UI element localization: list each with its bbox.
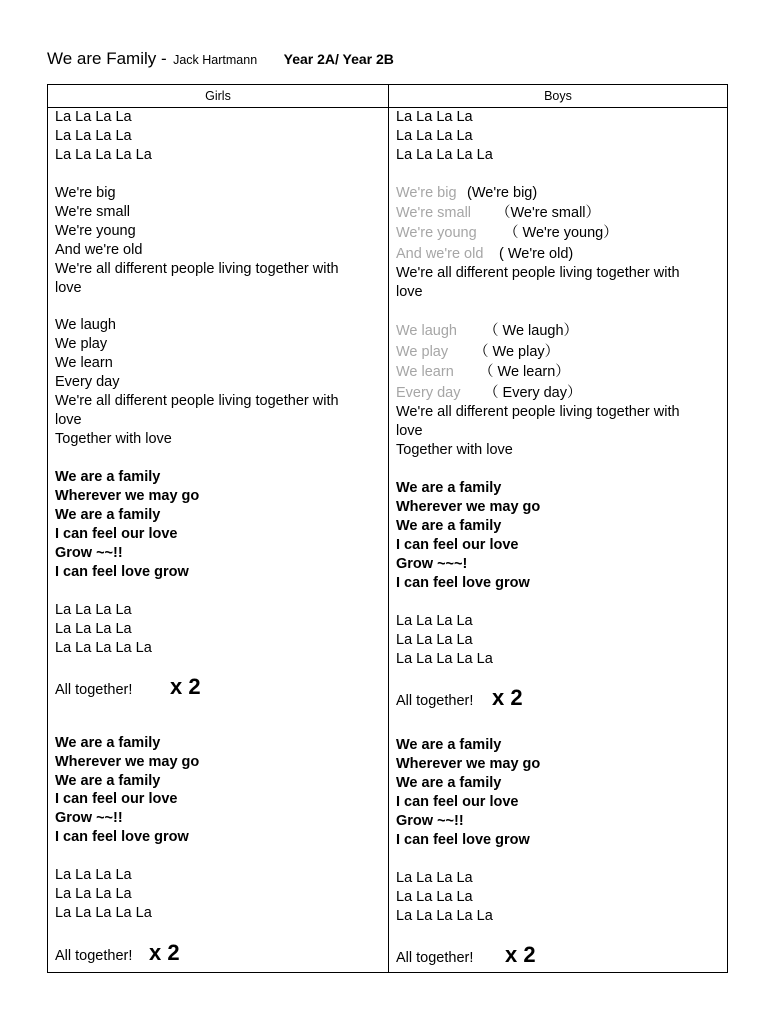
repeat-marker: x 2 (170, 674, 201, 699)
boys-lyric-line (396, 184, 723, 203)
boys-lyric-line (396, 812, 723, 831)
lyrics-table (47, 84, 728, 973)
lyric-text: We are a family (55, 773, 161, 789)
girls-lyric-line (55, 241, 384, 260)
lyric-text: La La La La La (396, 908, 493, 924)
girls-header: Girls (48, 85, 388, 108)
girls-lyric-line (55, 411, 384, 430)
lyric-text: We are a family (55, 507, 161, 523)
echo-prompt-text: We're small (396, 205, 472, 221)
girls-lyric-line (55, 734, 384, 753)
repeat-marker: x 2 (492, 685, 523, 710)
lyric-text: I can feel our love (396, 794, 519, 810)
lyric-text: La La La La La (55, 640, 152, 656)
boys-lyric-line (396, 108, 723, 127)
girls-lyric-line (55, 184, 384, 203)
song-title: We are Family - (47, 49, 167, 68)
boys-lyric-line (396, 888, 723, 907)
lyric-text: We are a family (55, 735, 161, 751)
lyric-text: Together with love (396, 442, 513, 458)
lyric-text: （ Every day） (484, 385, 582, 401)
lyric-text: love (396, 284, 423, 300)
lyric-text: love (55, 412, 82, 428)
girls-lyric-line (55, 904, 384, 923)
lyric-text: We're all different people living together with (55, 393, 339, 409)
lyric-text: Wherever we may go (55, 488, 200, 504)
girls-lyric-line (55, 316, 384, 335)
lyric-text: I can feel love grow (55, 564, 189, 580)
song-author: Jack Hartmann (173, 53, 258, 67)
girls-lyric-line (55, 828, 384, 847)
girls-column (48, 85, 389, 972)
boys-lyric-line (396, 574, 723, 593)
lyric-text: La La La La (396, 632, 473, 648)
girls-lyric-line (55, 222, 384, 241)
lyric-text: We are a family (55, 469, 161, 485)
lyric-text: （ We laugh） (484, 323, 579, 339)
lyric-text: Every day (55, 374, 120, 390)
boys-lyric-line (396, 224, 723, 243)
boys-lyric-line (396, 127, 723, 146)
lyric-text: La La La La La (55, 147, 152, 163)
girls-lyric-line (55, 885, 384, 904)
boys-lyric-line (396, 343, 723, 362)
lyric-text: La La La La (55, 867, 132, 883)
lyric-text: We're young (55, 223, 136, 239)
boys-lyric-line (396, 384, 723, 403)
lyric-text: I can feel love grow (55, 829, 189, 845)
lyric-text: La La La La La (396, 147, 493, 163)
lyric-text: La La La La La (396, 651, 493, 667)
lyric-text: We are a family (396, 775, 502, 791)
girls-lyric-line (55, 260, 384, 279)
boys-lyric-line (396, 146, 723, 165)
lyric-text: We play (55, 336, 108, 352)
lyric-text: We laugh (55, 317, 116, 333)
lyric-text: All together! (55, 682, 133, 698)
boys-lyric-line (396, 685, 723, 711)
echo-prompt-text: And we're old (396, 246, 484, 262)
boys-lyric-line (396, 245, 723, 264)
echo-prompt-text: We learn (396, 364, 454, 380)
boys-lyric-line (396, 283, 723, 302)
boys-lyrics (389, 108, 727, 972)
girls-lyric-line (55, 108, 384, 127)
boys-lyric-line (396, 942, 723, 968)
lyric-text: I can feel our love (55, 526, 178, 542)
boys-lyric-line (396, 441, 723, 460)
girls-lyric-line (55, 487, 384, 506)
lyric-text: Grow ~~!! (55, 545, 123, 561)
sheet-header (47, 49, 394, 69)
repeat-marker: x 2 (505, 942, 536, 967)
lyric-text: La La La La (396, 109, 473, 125)
boys-lyric-line (396, 322, 723, 341)
lyric-text: I can feel our love (55, 791, 178, 807)
girls-lyric-line (55, 392, 384, 411)
lyric-text: ( We're old) (499, 246, 574, 262)
lyric-text: Wherever we may go (396, 756, 541, 772)
lyric-text: We are a family (396, 480, 502, 496)
boys-lyric-line (396, 793, 723, 812)
girls-lyric-line (55, 772, 384, 791)
lyric-text: Together with love (55, 431, 172, 447)
girls-lyric-line (55, 563, 384, 582)
lyric-text: We are a family (396, 737, 502, 753)
lyric-text: I can feel love grow (396, 575, 530, 591)
lyric-text: （We're small） (496, 205, 601, 221)
boys-header: Boys (389, 85, 727, 108)
boys-lyric-line (396, 204, 723, 223)
lyric-text: La La La La (396, 613, 473, 629)
boys-lyric-line (396, 612, 723, 631)
lyric-text: Grow ~~!! (396, 813, 464, 829)
repeat-marker: x 2 (149, 940, 180, 965)
lyric-text: La La La La (55, 128, 132, 144)
echo-prompt-text: We play (396, 344, 449, 360)
lyric-text: La La La La (55, 109, 132, 125)
echo-prompt-text: We're young (396, 225, 477, 241)
echo-prompt-text: We laugh (396, 323, 457, 339)
boys-lyric-line (396, 869, 723, 888)
lyric-text: I can feel our love (396, 537, 519, 553)
lyric-text: La La La La (55, 621, 132, 637)
lyric-text: (We're big) (467, 185, 538, 201)
girls-lyric-line (55, 354, 384, 373)
boys-lyric-line (396, 831, 723, 850)
boys-lyric-line (396, 264, 723, 283)
girls-lyric-line (55, 335, 384, 354)
lyric-text: love (55, 280, 82, 296)
lyric-text: We're small (55, 204, 131, 220)
girls-lyric-line (55, 430, 384, 449)
lyric-text: All together! (55, 948, 133, 964)
girls-lyric-line (55, 601, 384, 620)
lyric-text: We're all different people living together with (396, 265, 680, 281)
girls-lyric-line (55, 279, 384, 298)
girls-lyric-line (55, 866, 384, 885)
lyric-text: I can feel love grow (396, 832, 530, 848)
boys-lyric-line (396, 517, 723, 536)
girls-lyric-line (55, 373, 384, 392)
echo-prompt-text: We're big (396, 185, 457, 201)
echo-prompt-text: Every day (396, 385, 461, 401)
girls-lyric-line (55, 506, 384, 525)
girls-lyric-line (55, 940, 384, 966)
boys-lyric-line (396, 498, 723, 517)
girls-lyric-line (55, 809, 384, 828)
boys-lyric-line (396, 631, 723, 650)
lyric-text: La La La La (396, 870, 473, 886)
boys-lyric-line (396, 755, 723, 774)
boys-lyric-line (396, 403, 723, 422)
lyric-text: We are a family (396, 518, 502, 534)
lyric-text: All together! (396, 693, 474, 709)
boys-lyric-line (396, 555, 723, 574)
girls-lyric-line (55, 544, 384, 563)
boys-lyric-line (396, 422, 723, 441)
lyric-text: La La La La (396, 889, 473, 905)
girls-lyric-line (55, 753, 384, 772)
lyric-text: La La La La (55, 886, 132, 902)
boys-lyric-line (396, 907, 723, 926)
lyric-text: We learn (55, 355, 113, 371)
lyric-text: We're big (55, 185, 116, 201)
lyric-text: We're all different people living together with (396, 404, 680, 420)
girls-lyric-line (55, 468, 384, 487)
lyric-text: （ We're young） (504, 225, 618, 241)
girls-lyric-line (55, 525, 384, 544)
lyric-text: La La La La (396, 128, 473, 144)
boys-lyric-line (396, 736, 723, 755)
girls-lyric-line (55, 146, 384, 165)
lyric-text: All together! (396, 950, 474, 966)
year-group: Year 2A/ Year 2B (283, 51, 394, 67)
boys-lyric-line (396, 774, 723, 793)
boys-lyric-line (396, 536, 723, 555)
lyric-text: Wherever we may go (55, 754, 200, 770)
girls-lyrics (48, 108, 388, 972)
boys-column (389, 85, 727, 972)
boys-lyric-line (396, 650, 723, 669)
lyric-text: （ We learn） (479, 364, 570, 380)
lyric-text: La La La La La (55, 905, 152, 921)
lyric-text: Grow ~~!! (55, 810, 123, 826)
boys-lyric-line (396, 479, 723, 498)
lyric-text: We're all different people living together with (55, 261, 339, 277)
lyric-text: （ We play） (474, 344, 560, 360)
boys-lyric-line (396, 363, 723, 382)
lyric-text: Wherever we may go (396, 499, 541, 515)
girls-lyric-line (55, 203, 384, 222)
lyric-text: La La La La (55, 602, 132, 618)
lyric-text: Grow ~~~! (396, 556, 468, 572)
girls-lyric-line (55, 674, 384, 700)
lyric-text: love (396, 423, 423, 439)
girls-lyric-line (55, 790, 384, 809)
girls-lyric-line (55, 127, 384, 146)
lyric-text: And we're old (55, 242, 143, 258)
girls-lyric-line (55, 620, 384, 639)
girls-lyric-line (55, 639, 384, 658)
